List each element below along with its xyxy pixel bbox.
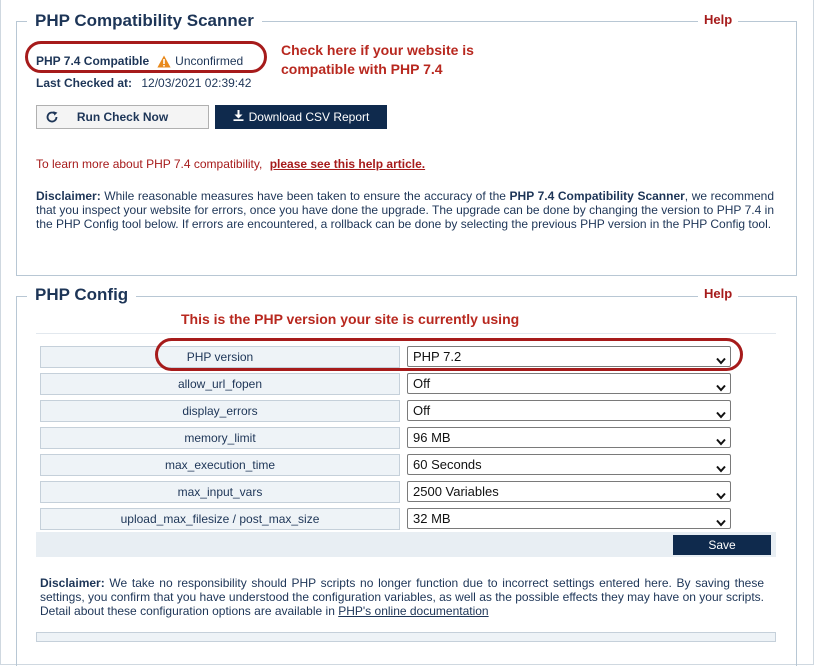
chevron-down-icon <box>716 488 726 496</box>
download-csv-button[interactable] <box>215 105 387 129</box>
config-row-value: PHP 7.2 <box>413 349 462 364</box>
learn-more-text: To learn more about PHP 7.4 compatibility, <box>36 157 263 171</box>
refresh-icon <box>45 110 59 127</box>
compatibility-status <box>36 54 243 68</box>
status-label: PHP 7.4 Compatible <box>36 54 150 68</box>
chevron-down-icon <box>716 380 726 388</box>
config-row-select[interactable] <box>407 454 731 475</box>
scanner-disclaimer-text-2: , we recommend that you inspect your website for errors, once you have done the upgrade. The upgrade can be done by changing the version to PHP 7.4 in the PHP Config tool below. If errors are encountered, a rollback can be done by selecting the previous PHP version in the PHP Config tool. <box>36 189 774 231</box>
config-table <box>36 333 776 556</box>
run-check-button[interactable] <box>36 105 209 129</box>
save-bar <box>36 532 776 557</box>
config-disclaimer-label: Disclaimer: <box>40 576 105 590</box>
scanner-help-link[interactable]: Help <box>698 12 738 27</box>
config-row-label: PHP version <box>40 346 400 368</box>
config-row-value: 60 Seconds <box>413 457 482 472</box>
status-value: Unconfirmed <box>175 54 244 68</box>
bottom-bar <box>36 632 776 642</box>
learn-more <box>36 157 425 171</box>
chevron-down-icon <box>716 407 726 415</box>
download-icon <box>233 110 244 124</box>
chevron-down-icon <box>716 353 726 361</box>
run-check-label: Run Check Now <box>76 110 169 124</box>
config-row <box>40 508 773 530</box>
config-row-select[interactable] <box>407 427 731 448</box>
config-row-label: display_errors <box>40 400 400 422</box>
config-disclaimer <box>40 576 764 618</box>
config-row <box>40 373 773 395</box>
config-row <box>40 427 773 449</box>
config-row-value: 96 MB <box>413 430 451 445</box>
chevron-down-icon <box>716 434 726 442</box>
config-annotation: This is the PHP version your site is currently using <box>181 311 520 327</box>
scanner-annotation: Check here if your website is compatible with PHP 7.4 <box>281 42 474 77</box>
config-row-select[interactable] <box>407 400 731 421</box>
config-row-label: allow_url_fopen <box>40 373 400 395</box>
scanner-disclaimer-text-1: While reasonable measures have been taken to ensure the accuracy of the <box>104 189 506 203</box>
config-row-value: 2500 Variables <box>413 484 499 499</box>
config-row <box>40 346 773 368</box>
config-row-label: memory_limit <box>40 427 400 449</box>
config-row <box>40 454 773 476</box>
scanner-title: PHP Compatibility Scanner <box>27 11 262 31</box>
chevron-down-icon <box>716 461 726 469</box>
config-row-select[interactable] <box>407 508 731 529</box>
config-row-select[interactable] <box>407 346 731 367</box>
config-help-link[interactable]: Help <box>698 286 738 301</box>
config-row-label: max_input_vars <box>40 481 400 503</box>
config-disclaimer-text: We take no responsibility should PHP scripts no longer function due to incorrect settings entered here. By saving these settings, you confirm that you have understood the configuration variables, as well as the possible effects they may have on your scripts. Detail about these configuration options are available in <box>40 576 765 618</box>
help-article-link[interactable]: please see this help article. <box>269 157 426 171</box>
config-row-label: max_execution_time <box>40 454 400 476</box>
config-row-select[interactable] <box>407 481 731 502</box>
config-row-value: Off <box>413 376 431 391</box>
chevron-down-icon <box>716 515 726 523</box>
scanner-disclaimer-product: PHP 7.4 Compatibility Scanner <box>509 189 685 203</box>
config-row-value: 32 MB <box>413 511 451 526</box>
download-label: Download CSV Report <box>248 110 370 124</box>
last-checked-label: Last Checked at: <box>36 76 133 90</box>
last-checked <box>36 76 251 90</box>
config-row <box>40 481 773 503</box>
scanner-disclaimer <box>36 189 774 231</box>
scanner-disclaimer-label: Disclaimer: <box>36 189 101 203</box>
config-row <box>40 400 773 422</box>
save-button[interactable]: Save <box>673 535 771 555</box>
last-checked-value: 12/03/2021 02:39:42 <box>141 76 252 90</box>
config-title: PHP Config <box>27 285 136 305</box>
config-row-value: Off <box>413 403 431 418</box>
warning-icon <box>157 55 171 68</box>
config-row-select[interactable] <box>407 373 731 394</box>
php-docs-link[interactable]: PHP's online documentation <box>338 604 489 618</box>
config-row-label: upload_max_filesize / post_max_size <box>40 508 400 530</box>
